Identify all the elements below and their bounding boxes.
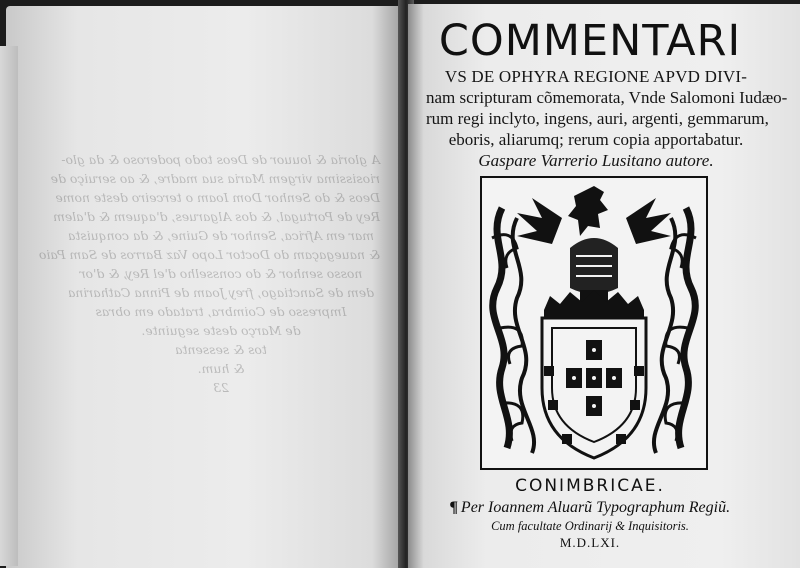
subtitle-line: eboris, aliarumq; rerum copia apportabatur. [448,130,744,149]
bleed-through-text [38,150,380,397]
coat-of-arms-icon [482,178,706,468]
bleed-line: mar em Africa, Senhor de Guine, & da conquista [68,228,374,243]
bleed-line: tos & sessenta [175,342,267,357]
bleed-line: dem de Sanctiago, frey Joam de Pinna Catharina [67,285,375,300]
imprint-license: Cum facultate Ordinarij & Inquisitoris. [491,519,689,533]
bleed-line: Rey de Portugal, & dos Algarues, d'aquem & d'alem [53,209,380,224]
page-edge [0,46,18,566]
coat-of-arms-woodcut [480,176,708,470]
bleed-line: & hum. [197,361,245,376]
author-line: Gaspare Varrerio Lusitano autore. [478,151,714,170]
imprint-block [440,476,740,551]
imprint-printer-line [440,499,740,517]
pilcrow-icon: ¶ [449,499,458,516]
page-title: COMMENTARI [438,16,742,66]
imprint-city: CONIMBRICAE. [515,476,665,496]
imprint-year: M.D.LXI. [559,535,621,550]
bleed-line: riosissima virgem Maria sua madre, & ao seruiço de [50,171,380,186]
bleed-line: nosso senhor & do consselho d'el Rey, & d'or [79,266,363,281]
subtitle-line: rum regi inclyto, ingens, auri, argenti, gemmarum, [426,109,769,128]
bleed-line: Deos & do Senhor Dom Ioam o terceiro deste nome [55,190,380,205]
bleed-line: & nauegaçam do Doctor Lopo Vaz Barros de Sam Paio [38,247,380,262]
bleed-line: 23 [213,380,229,395]
bleed-line: de Março deste seguinte. [141,323,301,338]
subtitle-line: nam scripturam cõmemorata, Vnde Salomoni Iudæo- [426,88,788,107]
bleed-line: A gloria & louuor de Deos todo poderoso & da glo- [61,152,380,167]
bleed-line: Impresso de Coimbra, tratado em obras [95,304,347,319]
subtitle-block [426,66,788,171]
imprint-printer: Per Ioannem Aluarũ Typographum Regiũ. [460,499,731,516]
subtitle-line: VS DE OPHYRA REGIONE APVD DIVI- [444,67,748,86]
